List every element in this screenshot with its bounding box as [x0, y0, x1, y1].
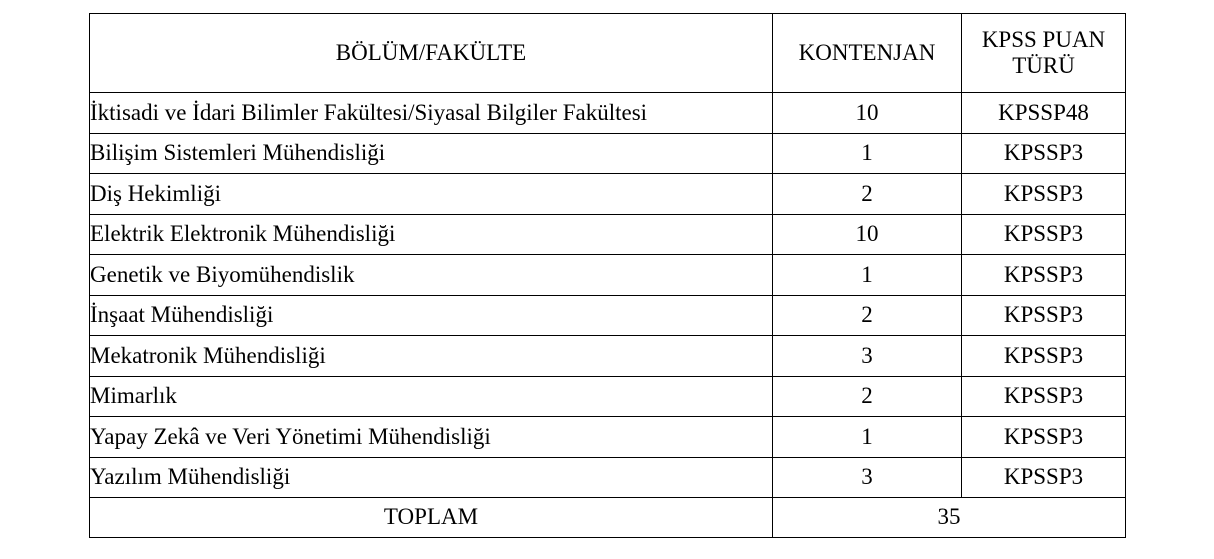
department-cell: Yapay Zekâ ve Veri Yönetimi Mühendisliği [90, 417, 773, 458]
department-cell: Genetik ve Biyomühendislik [90, 255, 773, 296]
department-cell: Bilişim Sistemleri Mühendisliği [90, 133, 773, 174]
header-department: BÖLÜM/FAKÜLTE [90, 14, 773, 93]
quota-cell: 3 [773, 457, 962, 498]
department-cell: Yazılım Mühendisliği [90, 457, 773, 498]
table-row [90, 255, 1126, 296]
score-type-cell: KPSSP3 [962, 214, 1126, 255]
score-type-cell: KPSSP48 [962, 93, 1126, 134]
score-type-cell: KPSSP3 [962, 457, 1126, 498]
table-row [90, 295, 1126, 336]
quota-cell: 1 [773, 255, 962, 296]
score-type-cell: KPSSP3 [962, 295, 1126, 336]
score-type-cell: KPSSP3 [962, 376, 1126, 417]
header-quota: KONTENJAN [773, 14, 962, 93]
table-row [90, 336, 1126, 377]
total-value: 35 [773, 498, 1126, 538]
score-type-cell: KPSSP3 [962, 417, 1126, 458]
total-row [90, 498, 1126, 538]
quota-table [89, 13, 1126, 538]
table-row [90, 133, 1126, 174]
score-type-cell: KPSSP3 [962, 174, 1126, 215]
quota-cell: 10 [773, 214, 962, 255]
quota-cell: 3 [773, 336, 962, 377]
department-cell: Diş Hekimliği [90, 174, 773, 215]
score-type-cell: KPSSP3 [962, 255, 1126, 296]
quota-cell: 10 [773, 93, 962, 134]
total-label: TOPLAM [90, 498, 773, 538]
quota-cell: 2 [773, 376, 962, 417]
quota-cell: 1 [773, 133, 962, 174]
department-cell: Elektrik Elektronik Mühendisliği [90, 214, 773, 255]
department-cell: İnşaat Mühendisliği [90, 295, 773, 336]
table-row [90, 174, 1126, 215]
score-type-cell: KPSSP3 [962, 336, 1126, 377]
table-row [90, 417, 1126, 458]
table-row [90, 214, 1126, 255]
department-cell: Mimarlık [90, 376, 773, 417]
quota-cell: 2 [773, 295, 962, 336]
header-score-type-line2: TÜRÜ [1012, 53, 1075, 78]
header-score-type [962, 14, 1126, 93]
quota-cell: 2 [773, 174, 962, 215]
quota-cell: 1 [773, 417, 962, 458]
department-cell: Mekatronik Mühendisliği [90, 336, 773, 377]
table-row [90, 93, 1126, 134]
department-cell: İktisadi ve İdari Bilimler Fakültesi/Siyasal Bilgiler Fakültesi [90, 93, 773, 134]
score-type-cell: KPSSP3 [962, 133, 1126, 174]
table-header-row [90, 14, 1126, 93]
header-score-type-line1: KPSS PUAN [981, 26, 1106, 52]
table-row [90, 457, 1126, 498]
table-row [90, 376, 1126, 417]
